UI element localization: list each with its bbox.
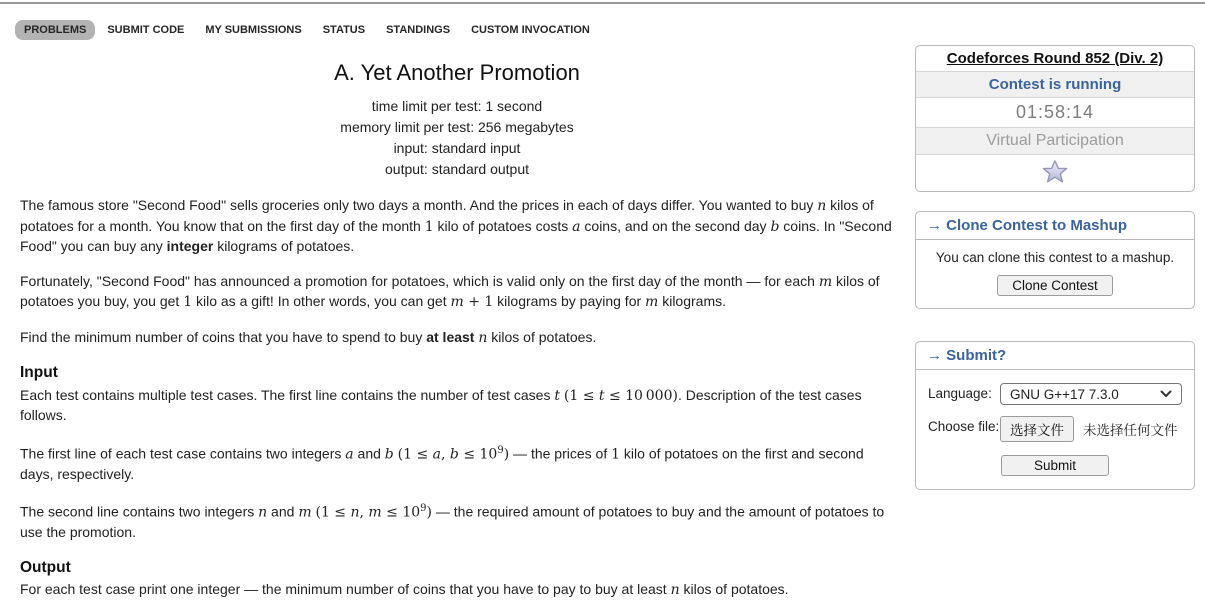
input-spec: input: standard input bbox=[393, 140, 521, 156]
contest-status: Contest is running bbox=[916, 71, 1194, 97]
sidebar bbox=[915, 45, 1195, 490]
contest-timer: 01:58:14 bbox=[916, 97, 1194, 127]
memory-limit: memory limit per test: 256 megabytes bbox=[340, 119, 574, 135]
tab-my-submissions[interactable]: MY SUBMISSIONS bbox=[205, 24, 302, 36]
language-selected-value: GNU G++17 7.3.0 bbox=[1010, 386, 1119, 402]
clone-contest-button[interactable]: Clone Contest bbox=[997, 275, 1113, 296]
language-label: Language: bbox=[928, 386, 992, 401]
clone-contest-box bbox=[915, 211, 1195, 309]
output-spec: output: standard output bbox=[385, 161, 529, 177]
problem-limits bbox=[20, 96, 894, 180]
clone-description: You can clone this contest to a mashup. bbox=[935, 250, 1175, 265]
tab-custom-invocation[interactable]: CUSTOM INVOCATION bbox=[471, 24, 590, 36]
input-paragraph: Each test contains multiple test cases. The first line contains the number of test cases t (1 ≤ t ≤ 10 000). Description of the test cases follows. bbox=[20, 386, 862, 423]
tab-status[interactable]: STATUS bbox=[322, 24, 366, 36]
participation-mode: Virtual Participation bbox=[916, 127, 1194, 154]
input-heading: Input bbox=[20, 364, 58, 381]
contest-info-box bbox=[915, 45, 1195, 192]
choose-file-row bbox=[928, 416, 1182, 442]
problem-title: A. Yet Another Promotion bbox=[334, 60, 580, 85]
choose-file-button[interactable]: 选择文件 bbox=[1000, 416, 1074, 442]
time-limit: time limit per test: 1 second bbox=[371, 98, 543, 114]
clone-mashup-heading[interactable]: → Clone Contest to Mashup bbox=[916, 212, 1194, 240]
language-select[interactable] bbox=[1000, 383, 1182, 405]
star-icon[interactable] bbox=[1042, 159, 1068, 184]
secondary-nav bbox=[15, 20, 599, 40]
tab-submit-code[interactable]: SUBMIT CODE bbox=[107, 24, 185, 36]
contest-title-row bbox=[916, 46, 1194, 71]
file-status-text: 未选择任何文件 bbox=[1083, 423, 1178, 438]
output-heading: Output bbox=[20, 558, 71, 576]
statement-paragraph: The famous store "Second Food" sells groceries only two days a month. And the prices in each of days differ. You wanted to buy n kilos of potatoes for a month. You know that on the first day of the month 1 kilo of potatoes costs a coins, and on the second day b coins. In "Second Food" you can buy any integer kilograms of potatoes. bbox=[20, 197, 892, 254]
output-paragraph: For each test case print one integer — the minimum number of coins that you have to pay to buy at least n kilos of potatoes. bbox=[20, 581, 789, 599]
submit-heading[interactable]: → Submit? bbox=[916, 342, 1194, 370]
submit-button[interactable]: Submit bbox=[1001, 455, 1109, 476]
problem-statement-area bbox=[20, 60, 894, 616]
statement-paragraph: Fortunately, "Second Food" has announced a promotion for potatoes, which is valid only on the first day of the month — for each m kilos of potatoes you buy, you get 1 kilo as a gift! In other words, you can get m + 1 kilograms by paying for m kilograms. bbox=[20, 272, 880, 310]
contest-title-link[interactable]: Codeforces Round 852 (Div. 2) bbox=[946, 50, 1164, 67]
input-paragraph: The first line of each test case contains two integers a and b (1 ≤ a, $b \le 10^9$) — the prices of 1 kilo of potatoes on the first and second days, respectively. bbox=[20, 444, 864, 482]
language-row bbox=[928, 383, 1182, 405]
choose-file-label: Choose file: bbox=[928, 419, 1000, 434]
submit-box bbox=[915, 341, 1195, 490]
chevron-down-icon bbox=[1160, 390, 1172, 398]
tab-standings[interactable]: STANDINGS bbox=[386, 24, 451, 36]
top-divider bbox=[0, 2, 1205, 4]
tab-problems[interactable]: PROBLEMS bbox=[15, 20, 95, 40]
statement-paragraph: Find the minimum number of coins that you have to spend to buy at least n kilos of potatoes. bbox=[20, 328, 597, 346]
favorite-row bbox=[916, 154, 1194, 191]
input-paragraph: The second line contains two integers n and m (1 ≤ n, $m \le 10^9$) — the required amount of potatoes to buy and the amount of potatoes to use the promotion. bbox=[20, 503, 885, 541]
